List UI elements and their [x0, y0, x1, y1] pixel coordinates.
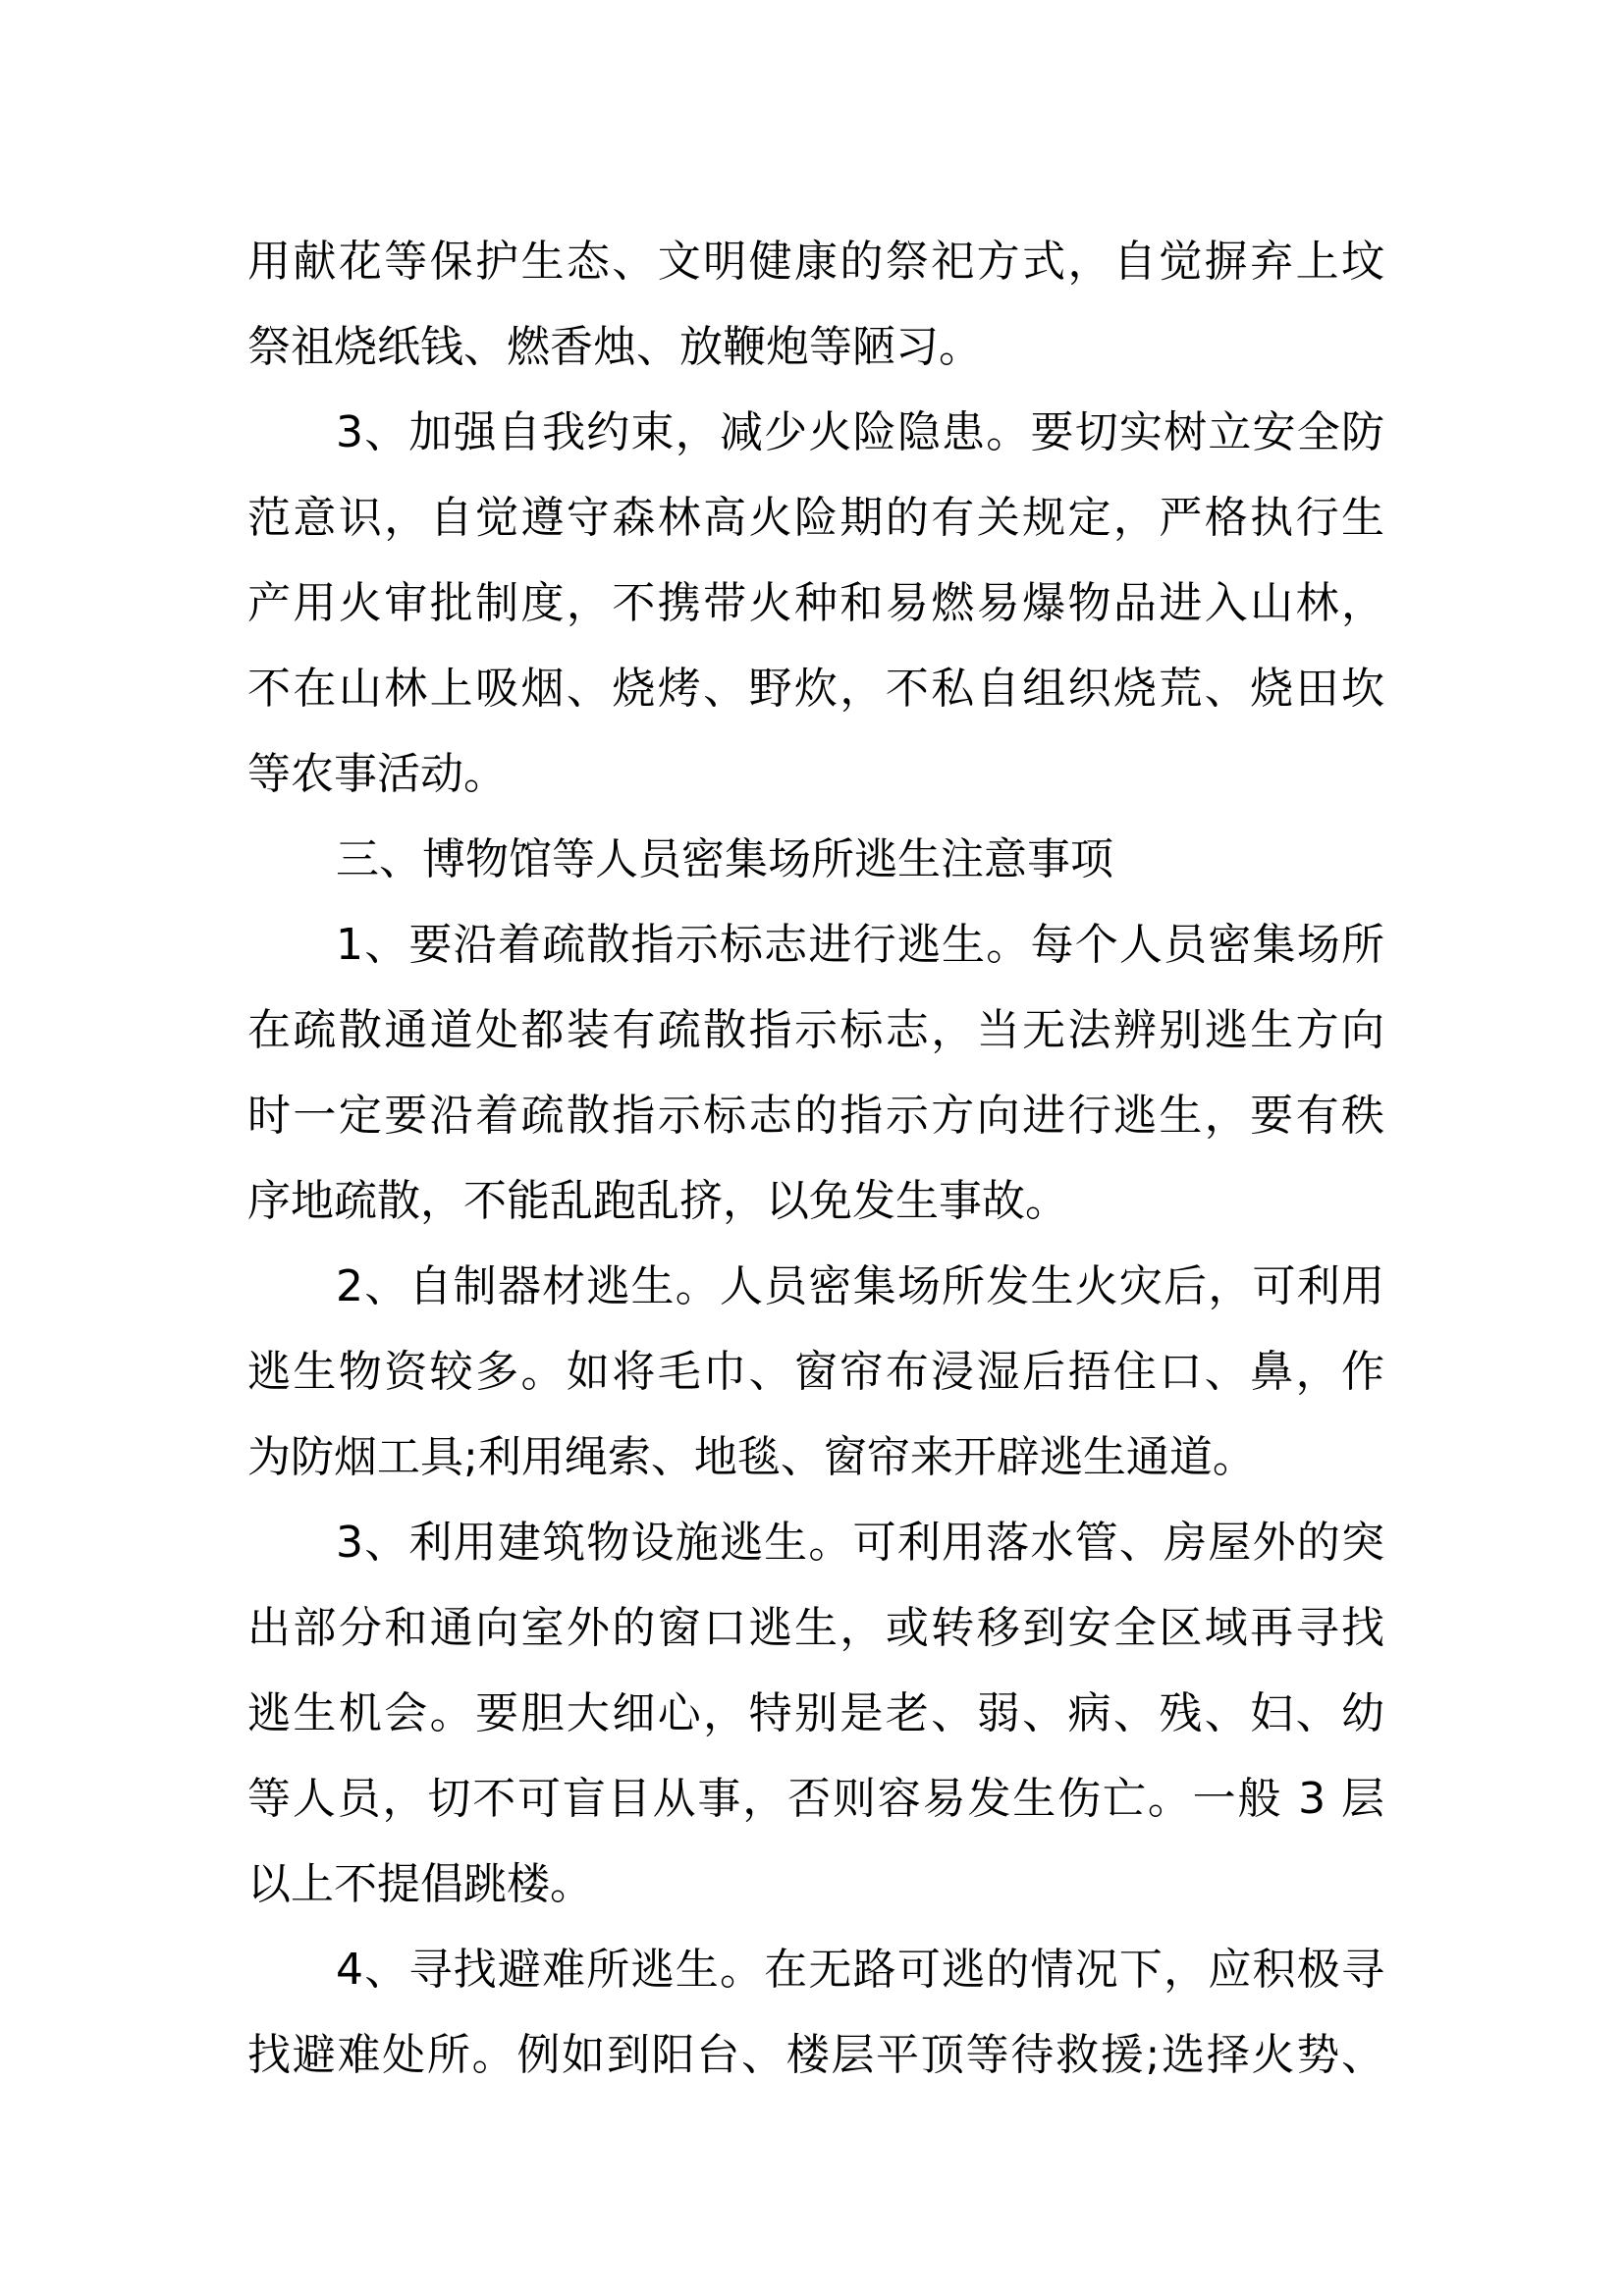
text-line: 在疏散通道处都装有疏散指示标志，当无法辨别逃生方向: [247, 1005, 1384, 1055]
text-line: 出部分和通向室外的窗口逃生，或转移到安全区域再寻找: [247, 1603, 1384, 1653]
text-line: 范意识，自觉遵守森林高火险期的有关规定，严格执行生: [247, 493, 1384, 543]
text-line: 为防烟工具;利用绳索、地毯、窗帘来开辟逃生通道。: [247, 1432, 1256, 1482]
text-line: 逃生物资较多。如将毛巾、窗帘布浸湿后捂住口、鼻，作: [247, 1347, 1384, 1397]
text-line: 不在山林上吸烟、烧烤、野炊，不私自组织烧荒、烧田坎: [247, 664, 1384, 714]
paragraph-start-line: 4、寻找避难所逃生。在无路可逃的情况下，应积极寻: [336, 1945, 1384, 1995]
paragraph-start-line: 2、自制器材逃生。人员密集场所发生火灾后，可利用: [336, 1261, 1384, 1311]
paragraph-start-line: 1、要沿着疏散指示标志进行逃生。每个人员密集场所: [336, 920, 1384, 970]
text-line: 产用火审批制度，不携带火种和易燃易爆物品进入山林，: [247, 578, 1384, 628]
text-line: 等农事活动。: [247, 749, 507, 799]
text-line: 找避难处所。例如到阳台、楼层平顶等待救援;选择火势、: [247, 2030, 1384, 2080]
text-line: 用献花等保护生态、文明健康的祭祀方式，自觉摒弃上坟: [247, 237, 1384, 287]
text-line: 序地疏散，不能乱跑乱挤，以免发生事故。: [247, 1176, 1068, 1226]
paragraph-start-line: 3、利用建筑物设施逃生。可利用落水管、房屋外的突: [336, 1518, 1384, 1568]
text-line: 逃生机会。要胆大细心，特别是老、弱、病、残、妇、幼: [247, 1688, 1384, 1738]
text-line: 以上不提倡跳楼。: [247, 1859, 593, 1909]
text-line: 时一定要沿着疏散指示标志的指示方向进行逃生，要有秩: [247, 1091, 1384, 1141]
paragraph-start-line: 3、加强自我约束，减少火险隐患。要切实树立安全防: [336, 407, 1384, 457]
text-line: 祭祖烧纸钱、燃香烛、放鞭炮等陋习。: [247, 322, 982, 372]
section-heading: 三、博物馆等人员密集场所逃生注意事项: [336, 834, 1113, 884]
text-line: 等人员，切不可盲目从事，否则容易发生伤亡。一般 3 层: [247, 1774, 1384, 1824]
